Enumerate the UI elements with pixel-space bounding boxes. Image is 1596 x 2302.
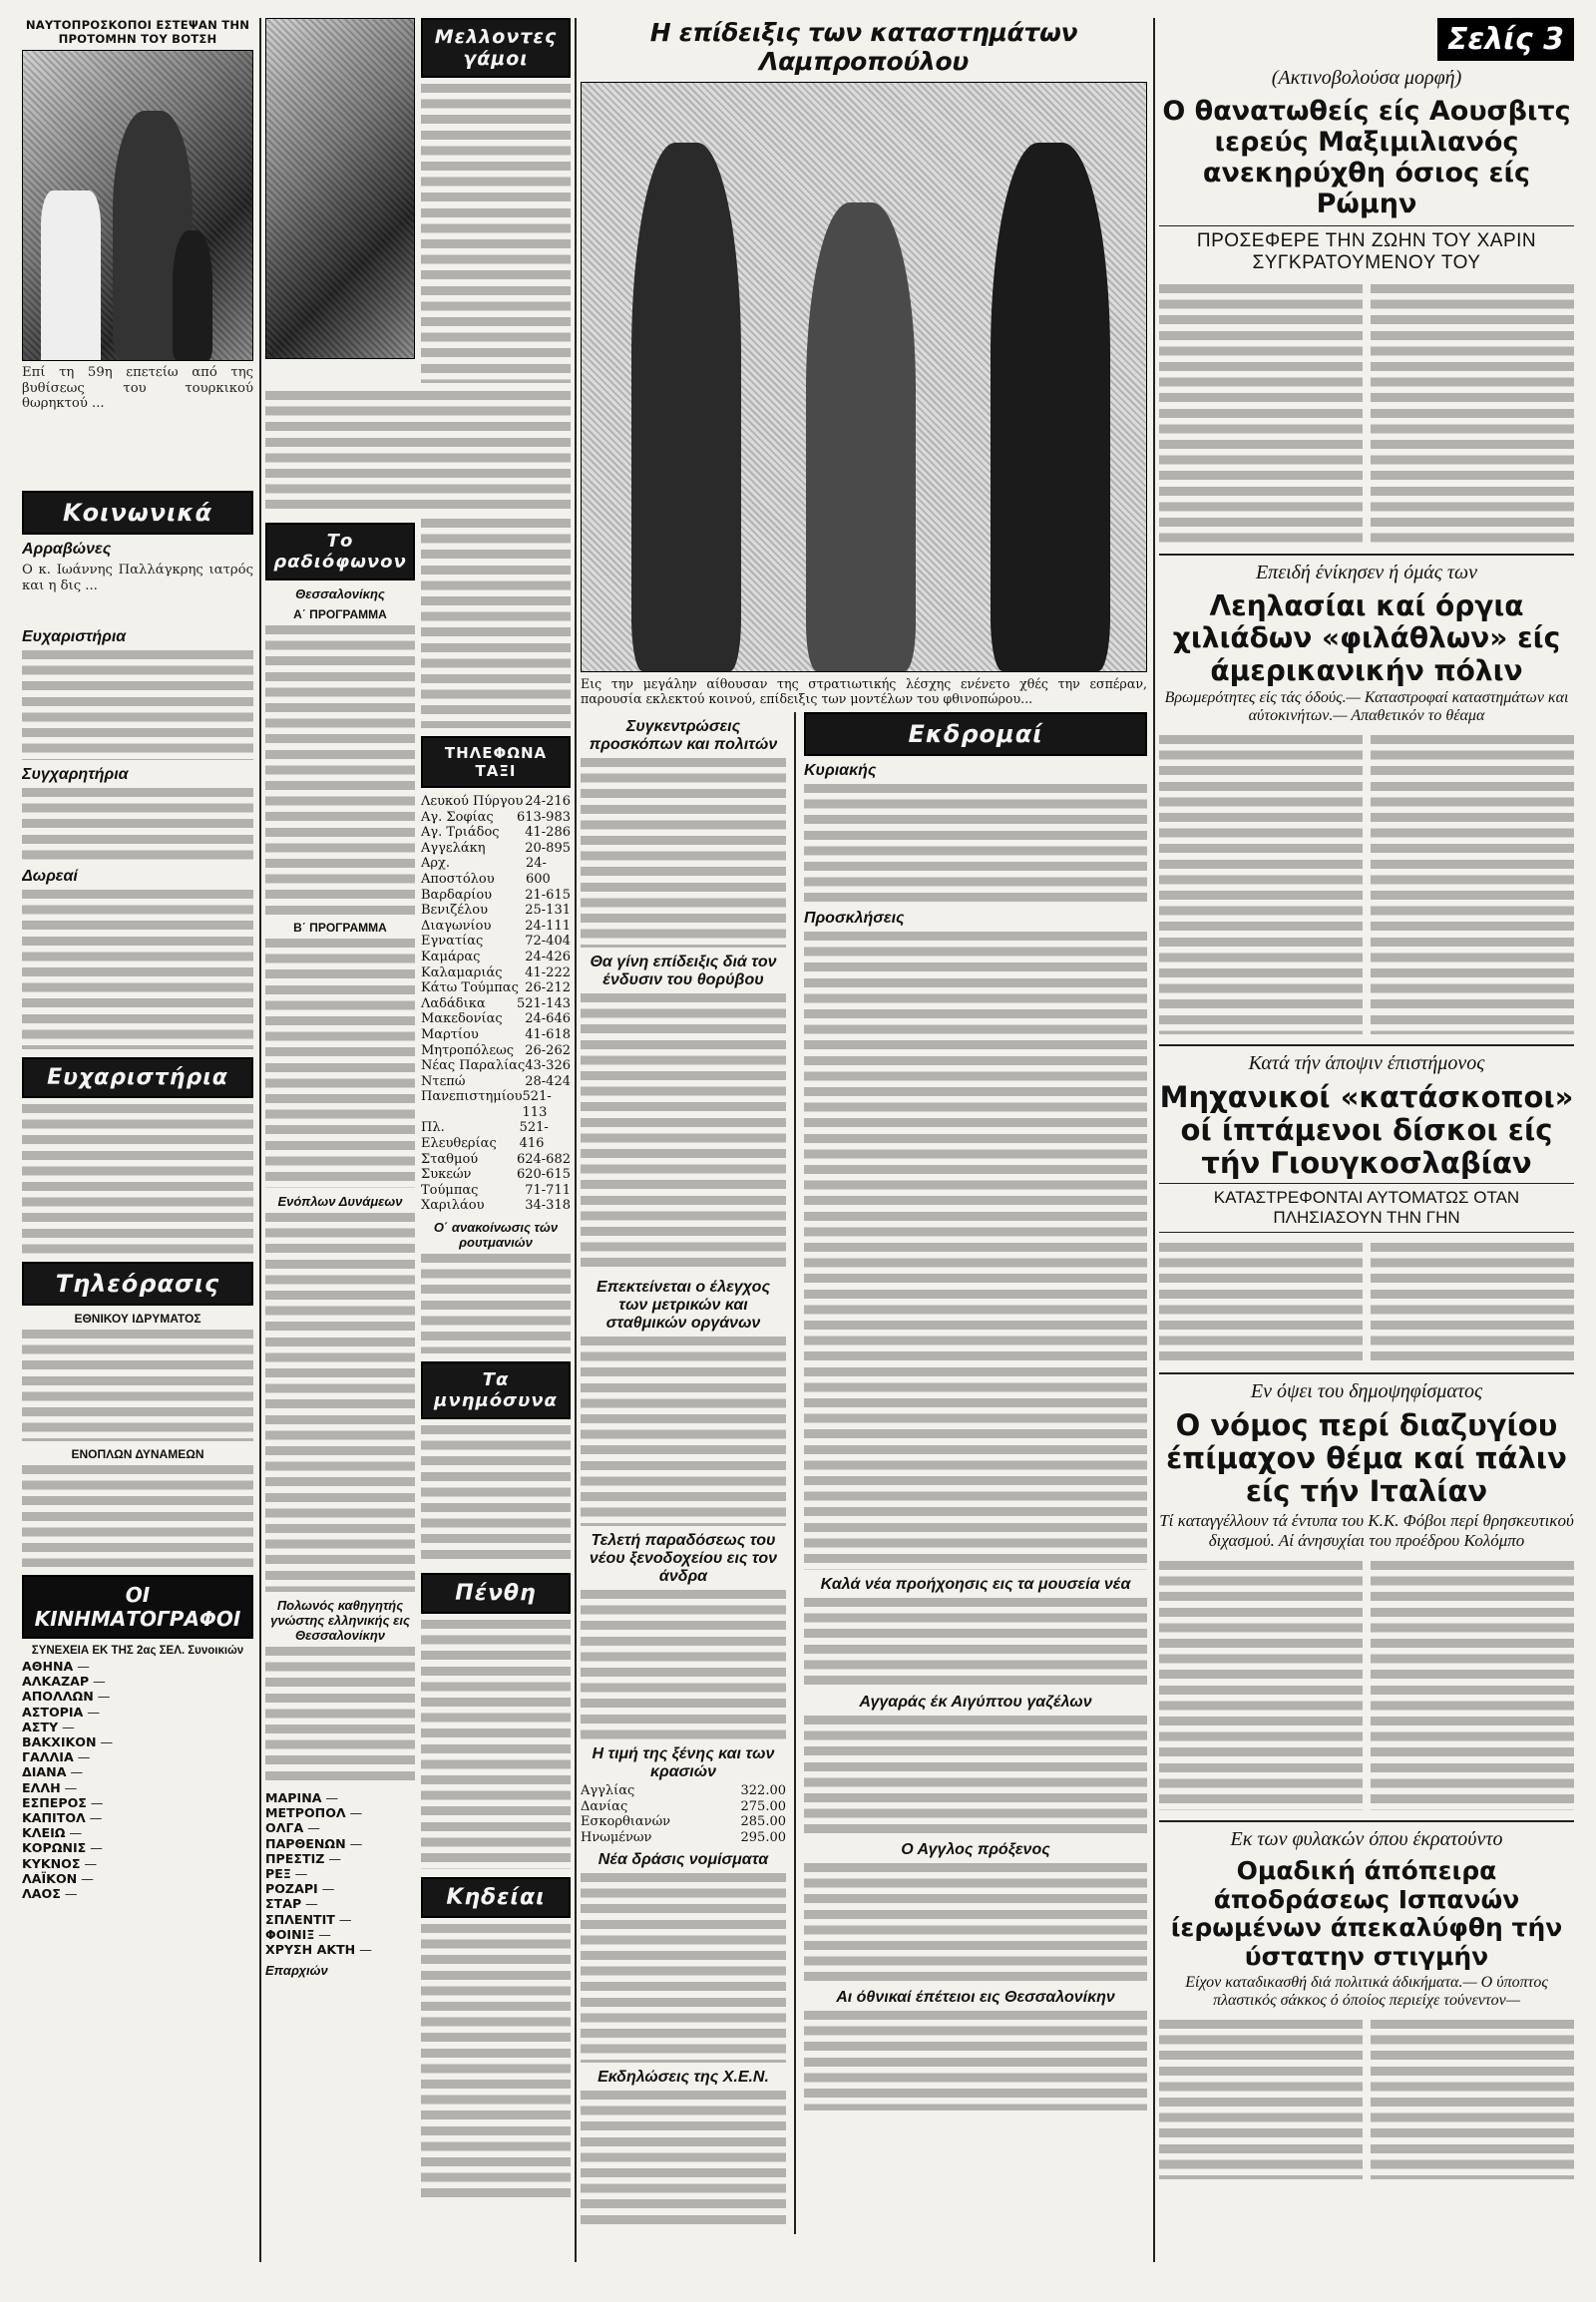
headline-1: Ο θανατωθείς είς Αουσβιτς ιερεύς Μαξιμιλιανός ανεκηρύχθη όσιος είς Ρώμην (1162, 96, 1571, 220)
taxi-row: Αγ. Σοφίας 613-983 (421, 809, 571, 825)
text-engagements: Ο κ. Ιωάννης Παλλάγκρης ιατρός και η δις ... (22, 563, 253, 593)
subhead-5: Είχον καταδικασθή διά πολιτικά άδικήματα.— Ο ύποπτος πλαστικός σάκκος ό όποίος περιείχε τούνεντον— (1185, 1973, 1548, 2009)
kicker-2: Επειδή ένίκησεν ή όμάς των (1255, 562, 1478, 584)
text-tv-armed (22, 1465, 253, 1567)
section-thanks: Ευχαριστήρια (22, 1057, 253, 1098)
section-social: Κοινωνικά (22, 491, 253, 535)
head-fair: Τελετή παραδόσεως του νέου ξενοδοχείου εις τον άνδρα (589, 1532, 778, 1585)
taxi-row: Βαρδαρίου 21-615 (421, 887, 571, 903)
head-invitations: Προσκλήσεις (804, 910, 905, 927)
head-tv-armed: ΕΝΟΠΛΩΝ ΔΥΝΑΜΕΩΝ (71, 1447, 204, 1461)
cinema-item: ΡΕΞ — (265, 1866, 308, 1882)
taxi-row: Ντεπώ 28-424 (421, 1073, 571, 1089)
text-article-4a (1159, 1561, 1363, 1810)
text-radio-a (265, 625, 415, 915)
column-1 (22, 18, 253, 2262)
text-congrats (22, 788, 253, 862)
price-row: Αγγλίας 322.00 (581, 1783, 786, 1798)
taxi-row: Καλαμαριάς 41-222 (421, 964, 571, 980)
cinema-item: ΠΡΕΣΤΙΖ — (265, 1850, 341, 1866)
price-list (581, 1783, 786, 1845)
taxi-row: Πλ. Ελευθερίας 521-416 (421, 1120, 549, 1152)
subhead-2: Βρωμερότητες είς τάς όδούς.— Καταστροφαί καταστημάτων και αύτοκινήτων.— Απαθετικόν το θέαμα (1164, 688, 1569, 724)
fashion-headline: Η επίδειξις των καταστημάτων Λαμπροπούλου (649, 18, 1078, 76)
taxi-row: Διαγωνίου 24-111 (421, 918, 571, 934)
text-xen (581, 2091, 786, 2230)
headline-4: Ο νόμος περί διαζυγίου έπίμαχον θέμα καί πάλιν είς τήν Ιταλίαν (1166, 1407, 1567, 1509)
cinema-list (22, 1659, 253, 1901)
cinema-item: ΟΛΓΑ — (265, 1820, 320, 1836)
head-meetings: Συγκεντρώσεις προσκόπων και πολιτών (589, 718, 778, 753)
kicker-1: (Ακτινοβολούσα μορφή) (1271, 67, 1462, 89)
subhead-3: ΚΑΤΑΣΤΡΕΦΟΝΤΑΙ ΑΥΤΟΜΑΤΩΣ ΟΤΑΝ ΠΛΗΣΙΑΣΟΥΝ ΤΗΝ ΓΗΝ (1159, 1183, 1574, 1233)
taxi-row: Βενιζέλου 25-131 (421, 903, 571, 919)
head-noise: Θα γίνη επίδειξις διά τον ένδυσιν του θορύβου (590, 954, 777, 988)
taxi-row: Μαρτίου 41-618 (421, 1026, 571, 1042)
cinema-item: ΜΑΡΙΝΑ — (265, 1790, 339, 1805)
section-weddings: Μελλοντες γάμοι (421, 18, 571, 78)
text-article-2a (1159, 735, 1363, 1034)
head-price: Η τιμή της ξένης και των κρασιών (592, 1745, 775, 1780)
page-number-tag: Σελίς 3 (1437, 18, 1574, 61)
head-engagements: Αρραβώνες (22, 541, 112, 558)
taxi-row: Συκεών 620-615 (421, 1167, 571, 1183)
taxi-row: Σταθμού 624-682 (421, 1151, 571, 1167)
cinema-item: ΕΛΛΗ — (22, 1779, 78, 1795)
section-cinemas: ΟΙ ΚΙΝΗΜΑΤΟΓΡΑΦΟΙ (22, 1575, 253, 1639)
taxi-row: Χαριλάου 34-318 (421, 1198, 571, 1214)
text-announce (421, 1254, 571, 1353)
radio-station: Θεσσαλονίκης (295, 586, 385, 601)
cinema-item: ΛΑΟΣ — (22, 1886, 78, 1902)
cinema-item: ΑΠΟΛΛΩΝ — (22, 1689, 111, 1705)
text-weddings (421, 84, 571, 383)
cinema-item: ΚΛΕΙΩ — (22, 1825, 83, 1841)
column-3 (581, 18, 1147, 2262)
headline-2: Λεηλασίαι καί όργια χιλιάδων «φιλάθλων» είς άμερικανικήν πόλιν (1172, 589, 1561, 687)
text-new-works (804, 1598, 1147, 1688)
text-ejection (804, 2011, 1147, 2110)
taxi-row: Νέας Παραλίας 43-326 (421, 1058, 571, 1074)
price-row: Εσκορθιανών 285.00 (581, 1814, 786, 1830)
headline-5: Ομαδική άπόπειρα άποδράσεως Ισπανών ίερωμένων άπεκαλύφθη τήν ύστατην στιγμήν (1170, 1855, 1563, 1972)
cinema-item: ΦΟΙΝΙΞ — (265, 1926, 331, 1942)
radio-program-b: Β΄ ΠΡΟΓΡΑΜΜΑ (293, 921, 387, 935)
taxi-row: Λαδάδικα 521-143 (421, 995, 571, 1011)
cinema-item: ΑΣΤΥ — (22, 1719, 75, 1734)
head-thanks-small: Ευχαριστήρια (22, 628, 127, 645)
cinema-item: ΜΕΤΡΟΠΟΛ — (265, 1805, 363, 1821)
head-provinces: Επαρχιών (265, 1963, 328, 1979)
cinema-list-b (265, 1790, 415, 1957)
head-xen: Εκδηλώσεις της Χ.Ε.Ν. (598, 2069, 769, 2087)
text-article-5b (1371, 2020, 1574, 2179)
cinema-item: ΑΘΗΝΑ — (22, 1659, 90, 1674)
text-noise (581, 993, 786, 1273)
fashion-show-photo (581, 82, 1147, 672)
text-radio-b (265, 939, 415, 1188)
head-control: Επεκτείνεται ο έλεγχος των μετρικών και σταθμικών οργάνων (597, 1279, 770, 1332)
headline-3: Μηχανικοί «κατάσκοποι» οί ίπτάμενοι δίσκοι είς τήν Γιουγκοσλαβίαν (1159, 1079, 1574, 1181)
head-new-works: Καλά νέα προήχοησις εις τα μουσεία νέα (820, 1576, 1131, 1593)
column-5 (1159, 18, 1574, 2262)
cinema-item: ΔΙΑΝΑ — (22, 1764, 84, 1780)
text-article-4b (1371, 1561, 1574, 1810)
cinema-item: ΧΡΥΣΗ ΑΚΤΗ — (265, 1942, 372, 1958)
text-weddings-cont (265, 391, 571, 511)
section-mourning: Πένθη (421, 1573, 571, 1614)
taxi-row: Πανεπιστημίου 521-113 (421, 1089, 552, 1120)
head-congrats: Συγχαρητήρια (22, 766, 129, 783)
column-divider (259, 18, 261, 2262)
text-invitations (804, 932, 1147, 1570)
section-radio: Το ραδιόφωνον (265, 523, 415, 580)
text-mourning (421, 1620, 571, 1869)
text-control (581, 1337, 786, 1526)
photo-caption-votsi: ΝΑΥΤΟΠΡΟΣΚΟΠΟΙ ΕΣΤΕΨΑΝ ΤΗΝ ΠΡΟΤΟΜΗΝ ΤΟΥ ΒΟΤΣΗ (25, 18, 250, 46)
radio-program-a: Α΄ ΠΡΟΓΡΑΜΜΑ (293, 607, 387, 621)
taxi-row: Λευκού Πύργου 24-216 (421, 794, 571, 809)
text-meetings (581, 758, 786, 948)
text-funerals (421, 1924, 571, 2203)
radio-forces: Ενόπλων Δυνάμεων (277, 1194, 403, 1209)
section-memorial: Τα μνημόσυνα (421, 1361, 571, 1419)
taxi-row: Καμάρας 24-426 (421, 949, 571, 964)
taxi-row: Κάτω Τούμπας 26-212 (421, 980, 571, 996)
taxi-row: Τούμπας 71-711 (421, 1182, 571, 1198)
text-fair (581, 1590, 786, 1739)
cinema-item: ΚΥΚΝΟΣ — (22, 1855, 98, 1871)
head-ejection: Αι όθνικαί έπέτειοι εις Θεσσαλονίκην (836, 1989, 1115, 2006)
subhead-4: Τί καταγγέλλουν τά έντυπα του Κ.Κ. Φόβοι περί θρησκευτικού διχασμού. Αί άνησυχίαι του προέδρου Κολόμπο (1159, 1510, 1574, 1550)
text-article-1b (1371, 284, 1574, 544)
taxi-row: Αρχ. Αποστόλου 24-600 (421, 856, 551, 887)
cinema-item: ΕΣΠΕΡΟΣ — (22, 1794, 104, 1810)
head-tv-national: ΕΘΝΙΚΟΥ ΙΔΡΥΜΑΤΟΣ (74, 1312, 201, 1326)
text-article-1a (1159, 284, 1363, 544)
text-article-2b (1371, 735, 1574, 1034)
text-gifts (22, 890, 253, 1049)
cinema-item: ΣΠΛΕΝΤΙΤ — (265, 1911, 352, 1927)
price-row: Δανίας 275.00 (581, 1798, 786, 1814)
cinema-item: ΑΛΚΑΖΑΡ — (22, 1674, 106, 1690)
taxi-row: Αγγελάκη 20-895 (421, 840, 571, 856)
photo-story: Επί τη 59η επετείω από της βυθίσεως του τουρκικού θωρηκτού ... (22, 365, 253, 412)
cinema-item: ΑΣΤΟΡΙΑ — (22, 1704, 100, 1720)
taxi-row: Εγνατίας 72-404 (421, 934, 571, 950)
text-thanks (22, 650, 253, 760)
text-kyriaki (804, 784, 1147, 904)
votsi-monument-photo (22, 50, 253, 361)
kicker-3: Κατά τήν άποψιν έπιστήμονος (1248, 1051, 1485, 1074)
cinema-item: ΣΤΑΡ — (265, 1896, 318, 1912)
text-col2-right (421, 519, 571, 728)
head-coupon: Νέα δράσις νομίσματα (598, 1851, 769, 1869)
text-article-3a (1159, 1243, 1363, 1362)
head-gifts: Δωρεαί (22, 868, 78, 885)
section-events: Εκδρομαί (804, 712, 1147, 756)
cinema-item: ΠΑΡΘΕΝΩΝ — (265, 1835, 363, 1851)
text-tv-national (22, 1330, 253, 1441)
text-radio-forces (265, 1213, 415, 1592)
text-exhibition (804, 1716, 1147, 1835)
fashion-photo-caption: Εις την μεγάλην αίθουσαν της στρατιωτικής λέσχης ενένετο χθές την εσπέραν, παρουσία εκλεκτού κοινού, επίδειξις των μοντέλων του φθινοπώρου... (581, 676, 1147, 706)
head-exhibition: Αγγαράς έκ Αιγύπτου γαζέλων (859, 1694, 1092, 1711)
taxi-row: Αγ. Τριάδος 41-286 (421, 825, 571, 841)
head-university: Πολωνός καθηγητής γνώστης ελληνικής εις Θεσσαλονίκην (270, 1598, 410, 1643)
column-divider (575, 18, 577, 2262)
kicker-4: Εν όψει του δημοψηφίσματος (1250, 1379, 1483, 1402)
cinema-intro: ΣΥΝΕΧΕΙΑ ΕΚ ΤΗΣ 2ας ΣΕΛ. Συνοικιών (31, 1645, 244, 1657)
taxi-row: Μητροπόλεως 26-262 (421, 1042, 571, 1058)
text-university (265, 1647, 415, 1786)
section-phones: ΤΗΛΕΦΩΝΑ ΤΑΞΙ (421, 736, 571, 788)
subhead-1: ΠΡΟΣΕΦΕΡΕ ΤΗΝ ΖΩΗΝ ΤΟΥ ΧΑΡΙΝ ΣΥΓΚΡΑΤΟΥΜΕΝΟΥ ΤΟΥ (1159, 225, 1574, 274)
cinema-item: ΚΑΠΙΤΟΛ — (22, 1810, 103, 1826)
cinema-item: ΒΑΚΧΙΚΟΝ — (22, 1734, 114, 1750)
text-article-3b (1371, 1243, 1574, 1362)
votsi-photo-lower (265, 18, 415, 359)
column-2 (265, 18, 571, 2262)
cinema-item: ΛΑΪΚΟΝ — (22, 1870, 94, 1886)
head-kyriaki: Κυριακής (804, 762, 877, 779)
head-announce: Ο΄ ανακοίνωσις τών ρουτμανιών (433, 1220, 559, 1251)
cinema-item: ΓΑΛΛΙΑ — (22, 1749, 91, 1765)
text-memorial (421, 1425, 571, 1565)
taxi-row: Μακεδονίας 24-646 (421, 1011, 571, 1027)
kicker-5: Εκ των φυλακών όπου έκρατούντο (1230, 1827, 1503, 1850)
price-row: Ηνωμένων 295.00 (581, 1829, 786, 1845)
cinema-item: ΡΟΖΑΡΙ — (265, 1881, 335, 1897)
taxi-list (421, 794, 571, 1214)
text-english (804, 1863, 1147, 1983)
cinema-item: ΚΟΡΩΝΙΣ — (22, 1840, 103, 1856)
text-article-5a (1159, 2020, 1363, 2179)
section-funerals: Κηδείαι (421, 1877, 571, 1918)
column-divider (1153, 18, 1155, 2262)
text-thanks-2 (22, 1104, 253, 1254)
head-english: Ο Αγγλος πρόξενος (901, 1841, 1050, 1858)
section-tv: Τηλεόρασις (22, 1262, 253, 1306)
text-coupon (581, 1873, 786, 2063)
